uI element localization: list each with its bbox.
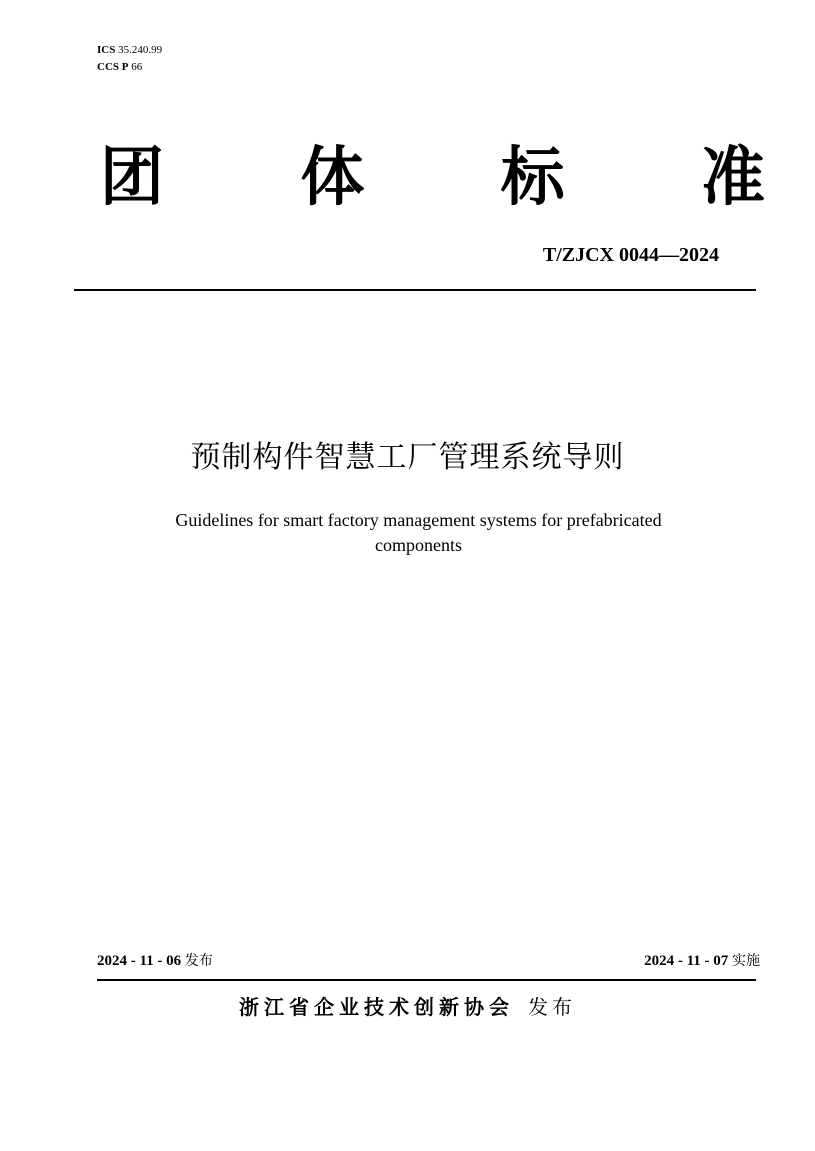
- title-char-2: 体: [300, 141, 365, 215]
- classification-codes: [97, 42, 162, 76]
- publisher-verb: 发布: [528, 995, 576, 1019]
- english-title-line-1: Guidelines for smart factory management systems for prefabricated: [175, 510, 662, 530]
- bottom-divider: [97, 979, 756, 981]
- implementation-label: 实施: [732, 953, 760, 969]
- top-divider: [74, 289, 756, 291]
- ics-value: 35.240.99: [118, 44, 163, 56]
- title-char-1: 团: [100, 141, 164, 215]
- release-date: 2024 - 11 - 06: [97, 953, 182, 969]
- english-title-line-2: components: [375, 535, 462, 555]
- date-row: [97, 950, 760, 972]
- ics-code: [97, 42, 162, 59]
- title-char-3: 标: [500, 141, 565, 215]
- english-title: [100, 508, 737, 558]
- title-char-4: 准: [700, 141, 765, 215]
- chinese-title: 预制构件智慧工厂管理系统导则: [190, 440, 625, 475]
- implementation-info: [644, 950, 760, 972]
- publisher-organization: 浙江省企业技术创新协会: [239, 995, 514, 1019]
- ics-label: ICS: [97, 44, 116, 56]
- ccs-code: [97, 59, 162, 76]
- publisher-line: [0, 992, 815, 1022]
- release-label: 发布: [184, 953, 213, 969]
- standard-number: T/ZJCX 0044—2024: [542, 244, 719, 266]
- ccs-label: CCS P: [97, 61, 129, 73]
- ccs-value: 66: [131, 61, 143, 73]
- release-info: [97, 950, 213, 972]
- implementation-date: 2024 - 11 - 07: [644, 953, 729, 969]
- document-type-title: [100, 138, 765, 218]
